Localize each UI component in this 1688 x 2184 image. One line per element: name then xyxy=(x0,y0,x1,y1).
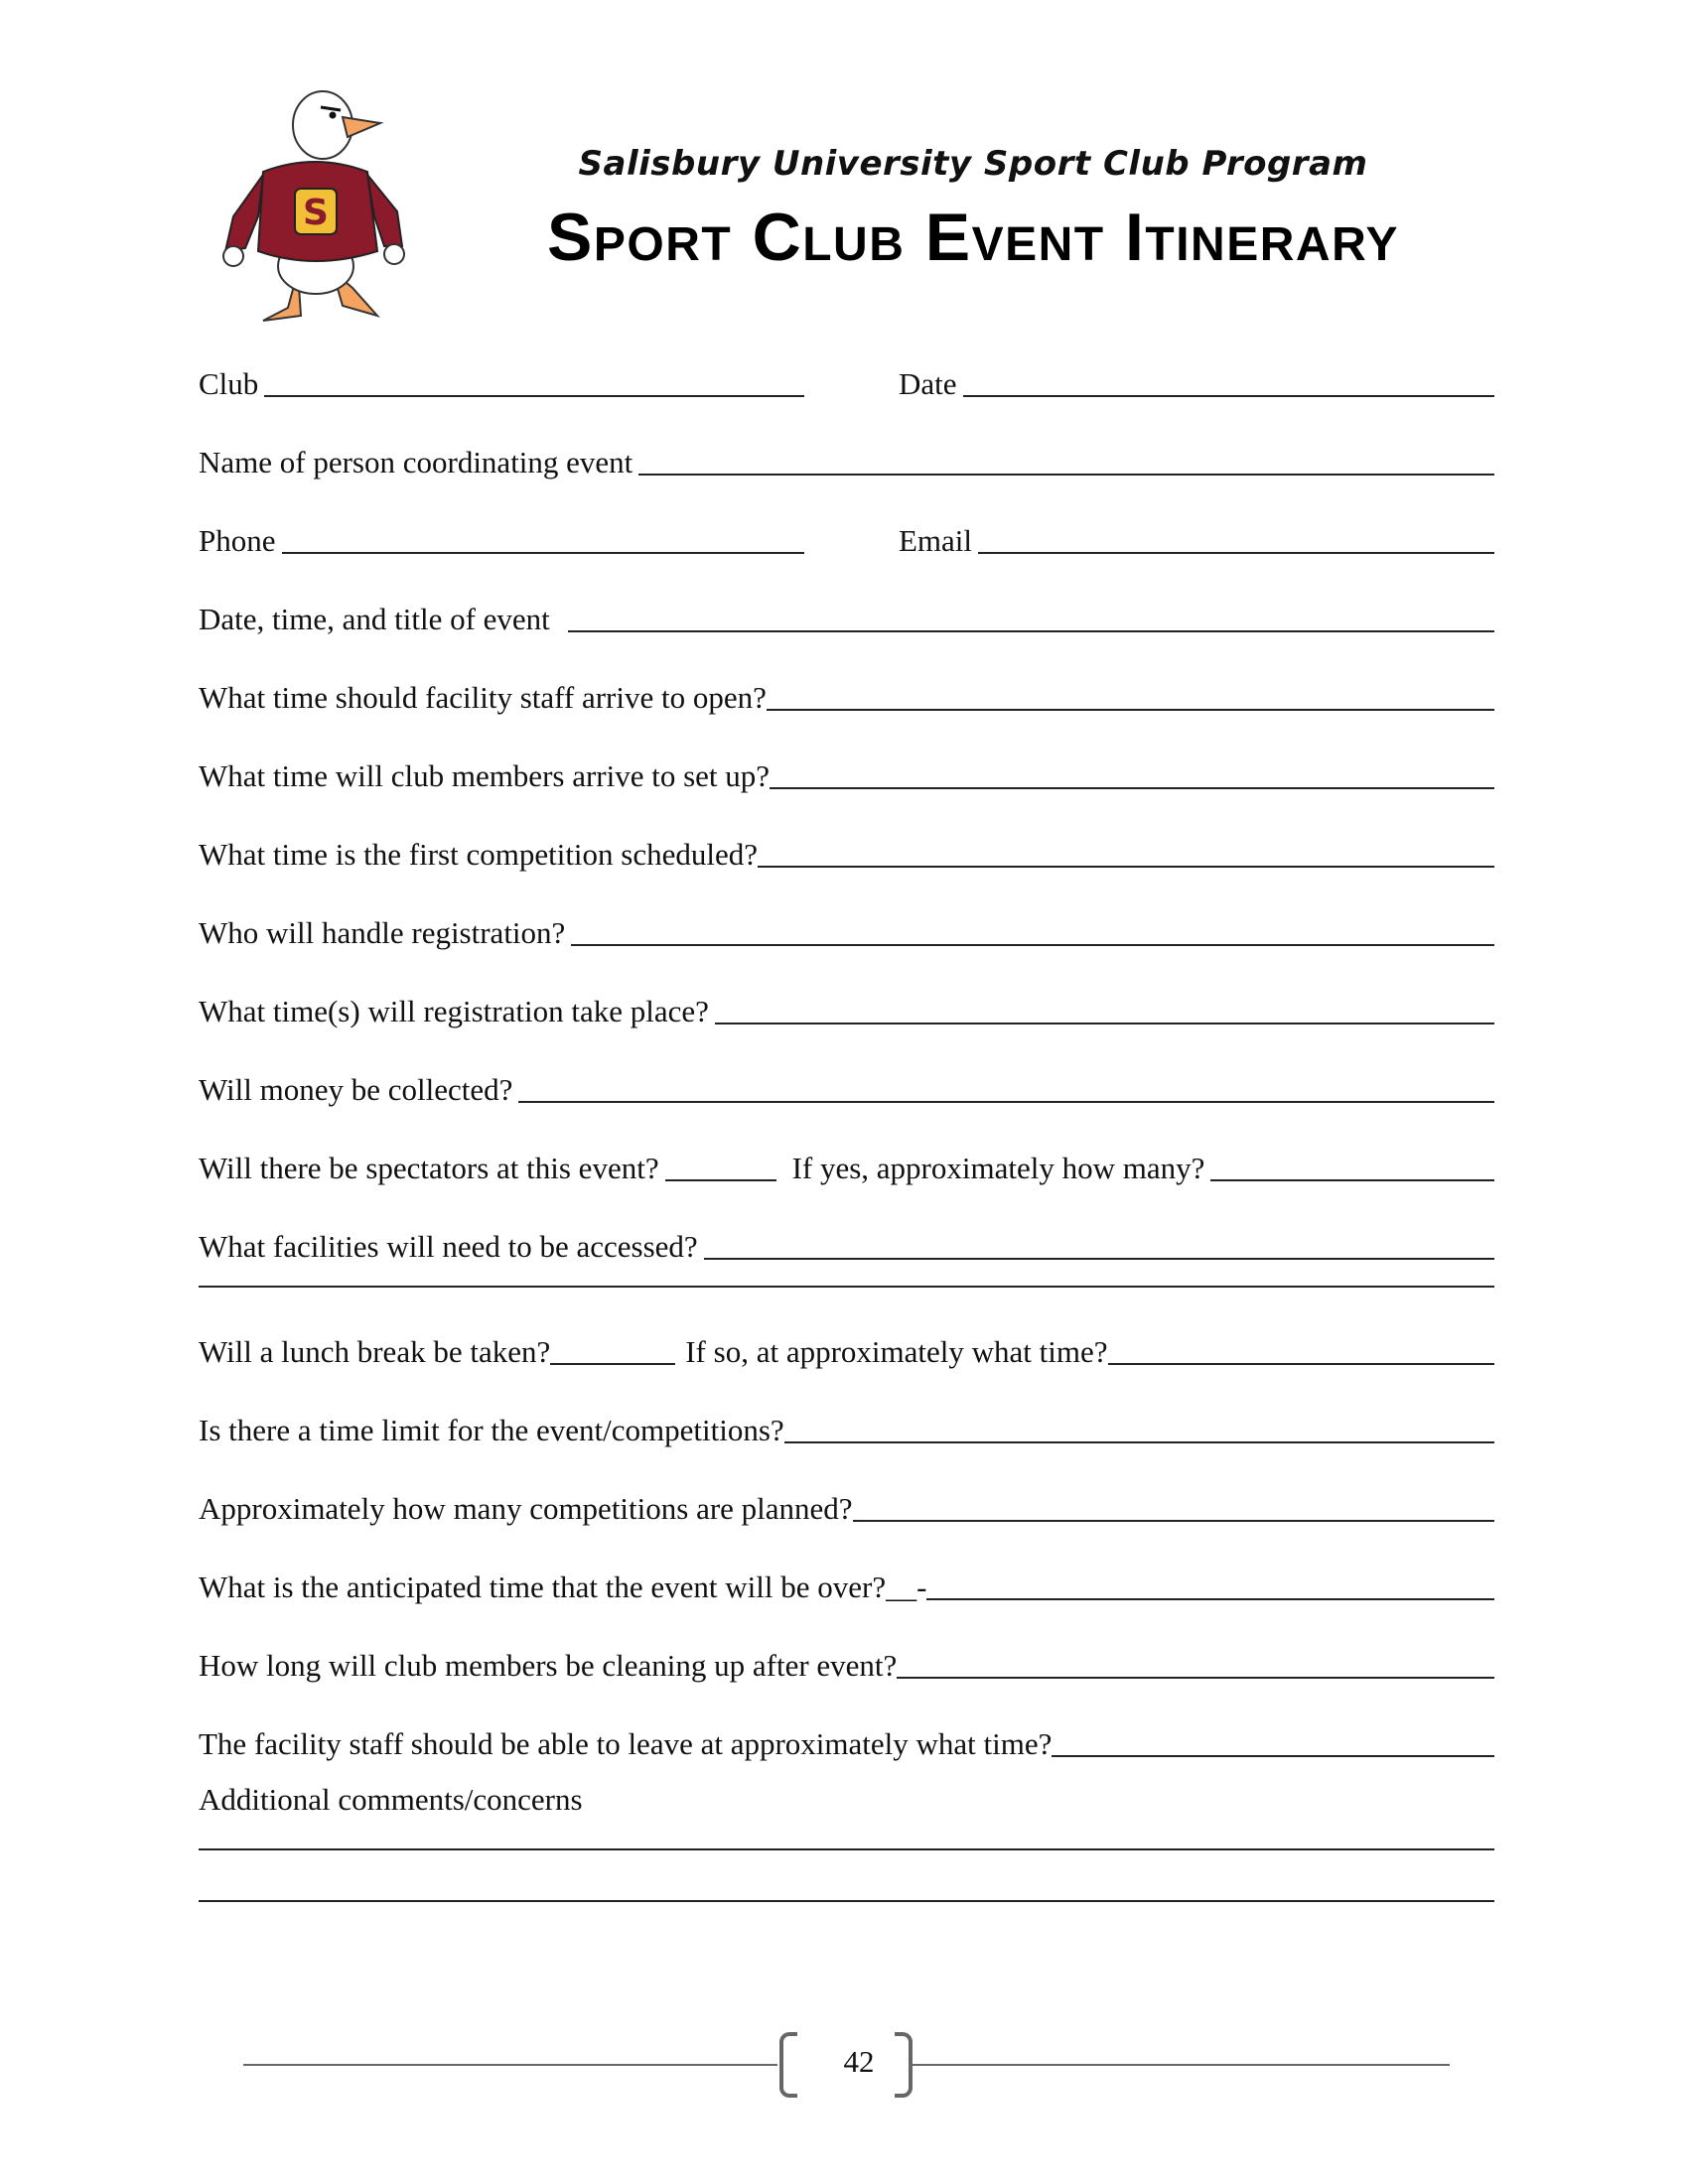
email-label: Email xyxy=(899,523,973,558)
registration-handler-row xyxy=(199,908,1494,950)
competitions-label: Approximately how many competitions are planned? xyxy=(199,1491,853,1526)
spectators-field[interactable] xyxy=(665,1177,776,1181)
date-label: Date xyxy=(899,366,957,401)
registration-handler-field[interactable] xyxy=(571,942,1494,946)
facilities-field-line-2[interactable] xyxy=(199,1284,1494,1288)
footer-right-bracket xyxy=(895,2032,913,2098)
lunch-row xyxy=(199,1327,1494,1369)
phone-email-row xyxy=(199,516,1494,558)
time-limit-field[interactable] xyxy=(784,1439,1494,1443)
money-label: Will money be collected? xyxy=(199,1072,513,1107)
date-field-group xyxy=(899,367,1494,401)
seagull-mascot-logo xyxy=(204,77,442,326)
date-field[interactable] xyxy=(963,393,1494,397)
staff-arrive-row xyxy=(199,673,1494,715)
spectators-row xyxy=(199,1144,1494,1185)
coordinator-label: Name of person coordinating event xyxy=(199,445,633,479)
comments-field-line-2[interactable] xyxy=(199,1898,1494,1902)
itinerary-form xyxy=(199,359,1494,1942)
cleanup-field[interactable] xyxy=(897,1675,1494,1679)
phone-field-group xyxy=(199,524,804,558)
event-label: Date, time, and title of event xyxy=(199,602,550,636)
phone-label: Phone xyxy=(199,523,276,558)
members-arrive-row xyxy=(199,751,1494,793)
club-field[interactable] xyxy=(264,393,804,397)
facilities-field[interactable] xyxy=(704,1256,1494,1260)
program-subtitle: Salisbury University Sport Club Program xyxy=(578,144,1368,184)
first-competition-field[interactable] xyxy=(758,864,1494,868)
members-arrive-label: What time will club members arrive to set up? xyxy=(199,758,771,793)
time-limit-label: Is there a time limit for the event/competitions? xyxy=(199,1413,784,1447)
registration-handler-label: Who will handle registration? xyxy=(199,915,566,950)
email-field[interactable] xyxy=(978,550,1494,554)
logo-letter: S xyxy=(303,193,329,233)
staff-arrive-field[interactable] xyxy=(767,707,1494,711)
club-field-group xyxy=(199,367,804,401)
money-field[interactable] xyxy=(518,1099,1494,1103)
club-label: Club xyxy=(199,366,259,401)
registration-time-label: What time(s) will registration take place? xyxy=(199,994,709,1028)
staff-leave-label: The facility staff should be able to leave at approximately what time? xyxy=(199,1726,1053,1761)
staff-leave-field[interactable] xyxy=(1052,1753,1494,1757)
end-time-field[interactable] xyxy=(926,1596,1494,1600)
facilities-label: What facilities will need to be accessed? xyxy=(199,1229,698,1264)
lunch-time-label: If so, at approximately what time? xyxy=(685,1334,1108,1369)
club-date-row xyxy=(199,359,1494,401)
page-title: Sport Club Event Itinerary xyxy=(547,200,1399,275)
page-number: 42 xyxy=(843,2044,875,2079)
event-row xyxy=(199,595,1494,636)
registration-time-field[interactable] xyxy=(715,1021,1494,1024)
seagull-mascot-icon xyxy=(204,77,442,326)
spectators-label: Will there be spectators at this event? xyxy=(199,1151,659,1185)
time-limit-row xyxy=(199,1406,1494,1447)
footer-rule-left xyxy=(243,2064,777,2066)
end-time-label: What is the anticipated time that the event will be over?__- xyxy=(199,1570,927,1604)
coordinator-field[interactable] xyxy=(638,472,1494,476)
end-time-row xyxy=(199,1563,1494,1604)
footer-rule-right xyxy=(913,2064,1450,2066)
first-competition-row xyxy=(199,830,1494,872)
event-field[interactable] xyxy=(568,628,1494,632)
comments-field-line-1[interactable] xyxy=(199,1846,1494,1850)
registration-time-row xyxy=(199,987,1494,1028)
cleanup-row xyxy=(199,1641,1494,1683)
cleanup-label: How long will club members be cleaning up after event? xyxy=(199,1648,898,1683)
lunch-field[interactable] xyxy=(550,1361,675,1365)
comments-row xyxy=(199,1775,1494,1817)
first-competition-label: What time is the first competition scheduled? xyxy=(199,837,759,872)
comments-label: Additional comments/concerns xyxy=(199,1782,583,1817)
footer-left-bracket xyxy=(779,2032,797,2098)
coordinator-row xyxy=(199,438,1494,479)
phone-field[interactable] xyxy=(282,550,805,554)
members-arrive-field[interactable] xyxy=(770,785,1494,789)
email-field-group xyxy=(899,524,1494,558)
money-row xyxy=(199,1065,1494,1107)
lunch-label: Will a lunch break be taken? xyxy=(199,1334,551,1369)
spectators-count-label: If yes, approximately how many? xyxy=(791,1151,1205,1185)
page-footer xyxy=(243,2030,1450,2100)
staff-leave-row xyxy=(199,1719,1494,1761)
facilities-row xyxy=(199,1222,1494,1264)
staff-arrive-label: What time should facility staff arrive to open? xyxy=(199,680,767,715)
competitions-field[interactable] xyxy=(853,1518,1494,1522)
competitions-row xyxy=(199,1484,1494,1526)
lunch-time-field[interactable] xyxy=(1108,1361,1495,1365)
spectators-count-field[interactable] xyxy=(1210,1177,1494,1181)
